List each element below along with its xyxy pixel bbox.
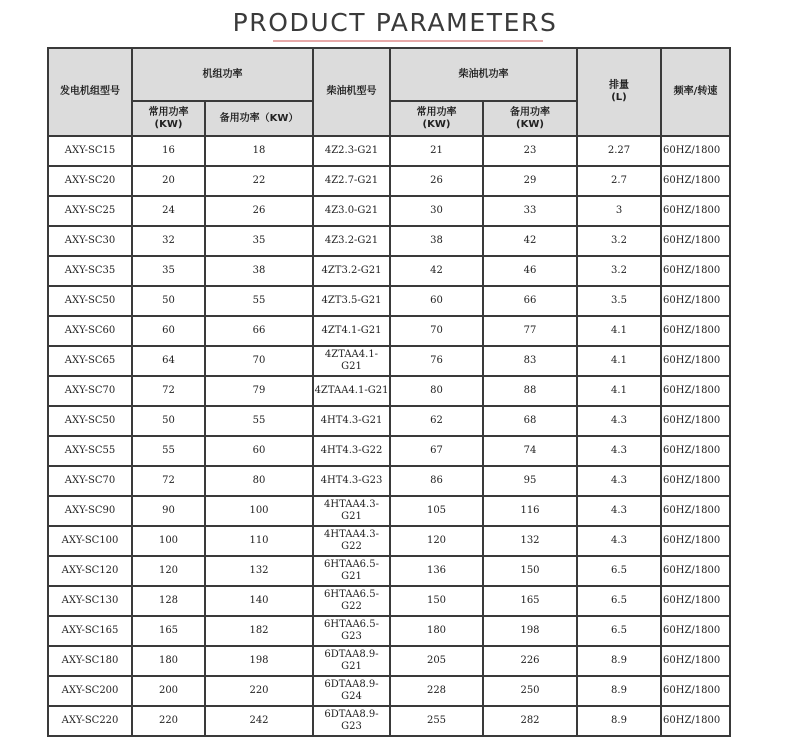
cell-genset-prime: 72 [132, 466, 205, 496]
cell-engine-model: 4ZT4.1-G21 [313, 316, 390, 346]
cell-genset-standby: 198 [205, 646, 313, 676]
cell-engine-model: 6HTAA6.5- G23 [313, 616, 390, 646]
cell-engine-prime: 60 [390, 286, 483, 316]
header-engine-prime: 常用功率 (KW) [390, 101, 483, 136]
cell-model: AXY-SC60 [48, 316, 132, 346]
cell-engine-standby: 226 [483, 646, 577, 676]
cell-model: AXY-SC90 [48, 496, 132, 526]
cell-displacement: 4.1 [577, 316, 661, 346]
cell-genset-prime: 35 [132, 256, 205, 286]
cell-engine-standby: 33 [483, 196, 577, 226]
table-row [48, 646, 730, 676]
cell-engine-prime: 150 [390, 586, 483, 616]
header-row-1 [48, 48, 730, 101]
cell-displacement: 3.2 [577, 256, 661, 286]
cell-engine-standby: 74 [483, 436, 577, 466]
cell-engine-prime: 228 [390, 676, 483, 706]
cell-engine-standby: 198 [483, 616, 577, 646]
cell-frequency: 60HZ/1800 [661, 526, 730, 556]
table-row [48, 226, 730, 256]
cell-genset-standby: 132 [205, 556, 313, 586]
header-frequency: 频率/转速 [661, 48, 730, 136]
cell-frequency: 60HZ/1800 [661, 196, 730, 226]
cell-model: AXY-SC25 [48, 196, 132, 226]
cell-model: AXY-SC180 [48, 646, 132, 676]
table-row [48, 496, 730, 526]
cell-engine-model: 4HT4.3-G22 [313, 436, 390, 466]
cell-engine-prime: 180 [390, 616, 483, 646]
cell-frequency: 60HZ/1800 [661, 586, 730, 616]
cell-frequency: 60HZ/1800 [661, 136, 730, 166]
cell-engine-prime: 21 [390, 136, 483, 166]
cell-frequency: 60HZ/1800 [661, 316, 730, 346]
cell-genset-standby: 35 [205, 226, 313, 256]
cell-engine-model: 4Z2.3-G21 [313, 136, 390, 166]
cell-engine-model: 4Z3.2-G21 [313, 226, 390, 256]
table-row [48, 676, 730, 706]
cell-frequency: 60HZ/1800 [661, 226, 730, 256]
cell-model: AXY-SC35 [48, 256, 132, 286]
cell-engine-standby: 116 [483, 496, 577, 526]
header-engine-model: 柴油机型号 [313, 48, 390, 136]
cell-model: AXY-SC120 [48, 556, 132, 586]
cell-engine-model: 4HT4.3-G21 [313, 406, 390, 436]
cell-frequency: 60HZ/1800 [661, 256, 730, 286]
cell-model: AXY-SC130 [48, 586, 132, 616]
header-genset-standby: 备用功率（KW） [205, 101, 313, 136]
cell-genset-prime: 100 [132, 526, 205, 556]
cell-genset-standby: 55 [205, 406, 313, 436]
cell-displacement: 4.3 [577, 526, 661, 556]
cell-model: AXY-SC65 [48, 346, 132, 376]
cell-genset-standby: 60 [205, 436, 313, 466]
cell-displacement: 4.3 [577, 406, 661, 436]
cell-frequency: 60HZ/1800 [661, 376, 730, 406]
cell-engine-standby: 250 [483, 676, 577, 706]
table-row [48, 376, 730, 406]
parameters-table [47, 47, 731, 737]
cell-engine-prime: 136 [390, 556, 483, 586]
cell-engine-model: 4ZTAA4.1-G21 [313, 376, 390, 406]
cell-displacement: 4.1 [577, 346, 661, 376]
cell-genset-standby: 140 [205, 586, 313, 616]
cell-engine-model: 4ZT3.2-G21 [313, 256, 390, 286]
cell-genset-standby: 55 [205, 286, 313, 316]
cell-genset-prime: 20 [132, 166, 205, 196]
header-model: 发电机组型号 [48, 48, 132, 136]
cell-genset-prime: 165 [132, 616, 205, 646]
cell-engine-model: 6HTAA6.5- G22 [313, 586, 390, 616]
title-underline [273, 40, 543, 42]
table-row [48, 136, 730, 166]
cell-engine-prime: 30 [390, 196, 483, 226]
cell-engine-prime: 205 [390, 646, 483, 676]
page-title: PRODUCT PARAMETERS [232, 8, 558, 37]
cell-genset-standby: 182 [205, 616, 313, 646]
cell-engine-model: 6DTAA8.9- G21 [313, 646, 390, 676]
cell-displacement: 4.1 [577, 376, 661, 406]
cell-frequency: 60HZ/1800 [661, 616, 730, 646]
cell-displacement: 6.5 [577, 586, 661, 616]
cell-engine-model: 6DTAA8.9- G24 [313, 676, 390, 706]
header-engine-standby: 备用功率 (KW) [483, 101, 577, 136]
cell-genset-prime: 180 [132, 646, 205, 676]
header-engine-power: 柴油机功率 [390, 48, 577, 101]
table-row [48, 616, 730, 646]
cell-engine-prime: 62 [390, 406, 483, 436]
cell-model: AXY-SC70 [48, 376, 132, 406]
cell-genset-prime: 60 [132, 316, 205, 346]
cell-engine-prime: 26 [390, 166, 483, 196]
cell-displacement: 3.2 [577, 226, 661, 256]
cell-genset-standby: 26 [205, 196, 313, 226]
cell-frequency: 60HZ/1800 [661, 556, 730, 586]
table-row [48, 466, 730, 496]
cell-engine-model: 4ZTAA4.1- G21 [313, 346, 390, 376]
cell-model: AXY-SC15 [48, 136, 132, 166]
table-row [48, 166, 730, 196]
cell-frequency: 60HZ/1800 [661, 496, 730, 526]
cell-frequency: 60HZ/1800 [661, 676, 730, 706]
cell-frequency: 60HZ/1800 [661, 646, 730, 676]
table-row [48, 526, 730, 556]
cell-displacement: 2.27 [577, 136, 661, 166]
table-row [48, 406, 730, 436]
cell-engine-standby: 46 [483, 256, 577, 286]
cell-genset-prime: 90 [132, 496, 205, 526]
cell-engine-prime: 255 [390, 706, 483, 736]
cell-displacement: 3.5 [577, 286, 661, 316]
table-row [48, 346, 730, 376]
cell-genset-standby: 22 [205, 166, 313, 196]
header-displacement: 排量 (L) [577, 48, 661, 136]
cell-engine-standby: 88 [483, 376, 577, 406]
cell-genset-standby: 100 [205, 496, 313, 526]
cell-model: AXY-SC30 [48, 226, 132, 256]
cell-genset-prime: 50 [132, 406, 205, 436]
cell-frequency: 60HZ/1800 [661, 346, 730, 376]
cell-engine-standby: 77 [483, 316, 577, 346]
cell-displacement: 6.5 [577, 556, 661, 586]
table-body [48, 48, 730, 736]
cell-displacement: 4.3 [577, 496, 661, 526]
cell-model: AXY-SC220 [48, 706, 132, 736]
cell-displacement: 4.3 [577, 436, 661, 466]
cell-engine-prime: 67 [390, 436, 483, 466]
cell-engine-standby: 29 [483, 166, 577, 196]
cell-displacement: 6.5 [577, 616, 661, 646]
cell-genset-prime: 64 [132, 346, 205, 376]
cell-engine-standby: 165 [483, 586, 577, 616]
cell-genset-prime: 120 [132, 556, 205, 586]
cell-engine-prime: 70 [390, 316, 483, 346]
cell-genset-standby: 79 [205, 376, 313, 406]
cell-engine-prime: 86 [390, 466, 483, 496]
cell-genset-prime: 72 [132, 376, 205, 406]
table-row [48, 586, 730, 616]
cell-engine-prime: 38 [390, 226, 483, 256]
cell-frequency: 60HZ/1800 [661, 436, 730, 466]
cell-engine-model: 6HTAA6.5- G21 [313, 556, 390, 586]
cell-engine-model: 4HTAA4.3- G21 [313, 496, 390, 526]
cell-genset-standby: 220 [205, 676, 313, 706]
cell-engine-standby: 42 [483, 226, 577, 256]
cell-genset-standby: 80 [205, 466, 313, 496]
cell-frequency: 60HZ/1800 [661, 166, 730, 196]
table-row [48, 286, 730, 316]
cell-engine-standby: 23 [483, 136, 577, 166]
cell-engine-standby: 68 [483, 406, 577, 436]
table-row [48, 316, 730, 346]
cell-engine-model: 4HT4.3-G23 [313, 466, 390, 496]
header-genset-power: 机组功率 [132, 48, 313, 101]
cell-engine-standby: 66 [483, 286, 577, 316]
cell-model: AXY-SC50 [48, 286, 132, 316]
cell-engine-prime: 120 [390, 526, 483, 556]
cell-engine-standby: 132 [483, 526, 577, 556]
cell-genset-prime: 32 [132, 226, 205, 256]
cell-displacement: 2.7 [577, 166, 661, 196]
cell-model: AXY-SC55 [48, 436, 132, 466]
cell-engine-prime: 80 [390, 376, 483, 406]
cell-engine-prime: 76 [390, 346, 483, 376]
cell-engine-standby: 150 [483, 556, 577, 586]
table-row [48, 256, 730, 286]
cell-genset-standby: 38 [205, 256, 313, 286]
cell-engine-model: 4Z3.0-G21 [313, 196, 390, 226]
cell-engine-prime: 105 [390, 496, 483, 526]
cell-genset-prime: 24 [132, 196, 205, 226]
cell-engine-model: 6DTAA8.9- G23 [313, 706, 390, 736]
cell-genset-standby: 66 [205, 316, 313, 346]
cell-model: AXY-SC165 [48, 616, 132, 646]
cell-displacement: 8.9 [577, 676, 661, 706]
cell-engine-model: 4HTAA4.3- G22 [313, 526, 390, 556]
cell-genset-standby: 110 [205, 526, 313, 556]
cell-genset-prime: 50 [132, 286, 205, 316]
cell-engine-model: 4ZT3.5-G21 [313, 286, 390, 316]
cell-genset-prime: 16 [132, 136, 205, 166]
cell-frequency: 60HZ/1800 [661, 406, 730, 436]
cell-genset-standby: 242 [205, 706, 313, 736]
cell-engine-standby: 95 [483, 466, 577, 496]
cell-model: AXY-SC100 [48, 526, 132, 556]
cell-displacement: 8.9 [577, 706, 661, 736]
cell-genset-prime: 200 [132, 676, 205, 706]
cell-frequency: 60HZ/1800 [661, 466, 730, 496]
cell-engine-model: 4Z2.7-G21 [313, 166, 390, 196]
table-row [48, 706, 730, 736]
cell-genset-prime: 128 [132, 586, 205, 616]
cell-genset-prime: 55 [132, 436, 205, 466]
cell-model: AXY-SC20 [48, 166, 132, 196]
header-genset-prime: 常用功率 (KW) [132, 101, 205, 136]
cell-model: AXY-SC70 [48, 466, 132, 496]
cell-frequency: 60HZ/1800 [661, 286, 730, 316]
cell-model: AXY-SC200 [48, 676, 132, 706]
cell-engine-prime: 42 [390, 256, 483, 286]
cell-frequency: 60HZ/1800 [661, 706, 730, 736]
cell-engine-standby: 83 [483, 346, 577, 376]
cell-genset-standby: 18 [205, 136, 313, 166]
table-row [48, 436, 730, 466]
cell-engine-standby: 282 [483, 706, 577, 736]
cell-displacement: 8.9 [577, 646, 661, 676]
cell-displacement: 3 [577, 196, 661, 226]
cell-displacement: 4.3 [577, 466, 661, 496]
table-row [48, 556, 730, 586]
cell-genset-standby: 70 [205, 346, 313, 376]
cell-model: AXY-SC50 [48, 406, 132, 436]
cell-genset-prime: 220 [132, 706, 205, 736]
table-row [48, 196, 730, 226]
